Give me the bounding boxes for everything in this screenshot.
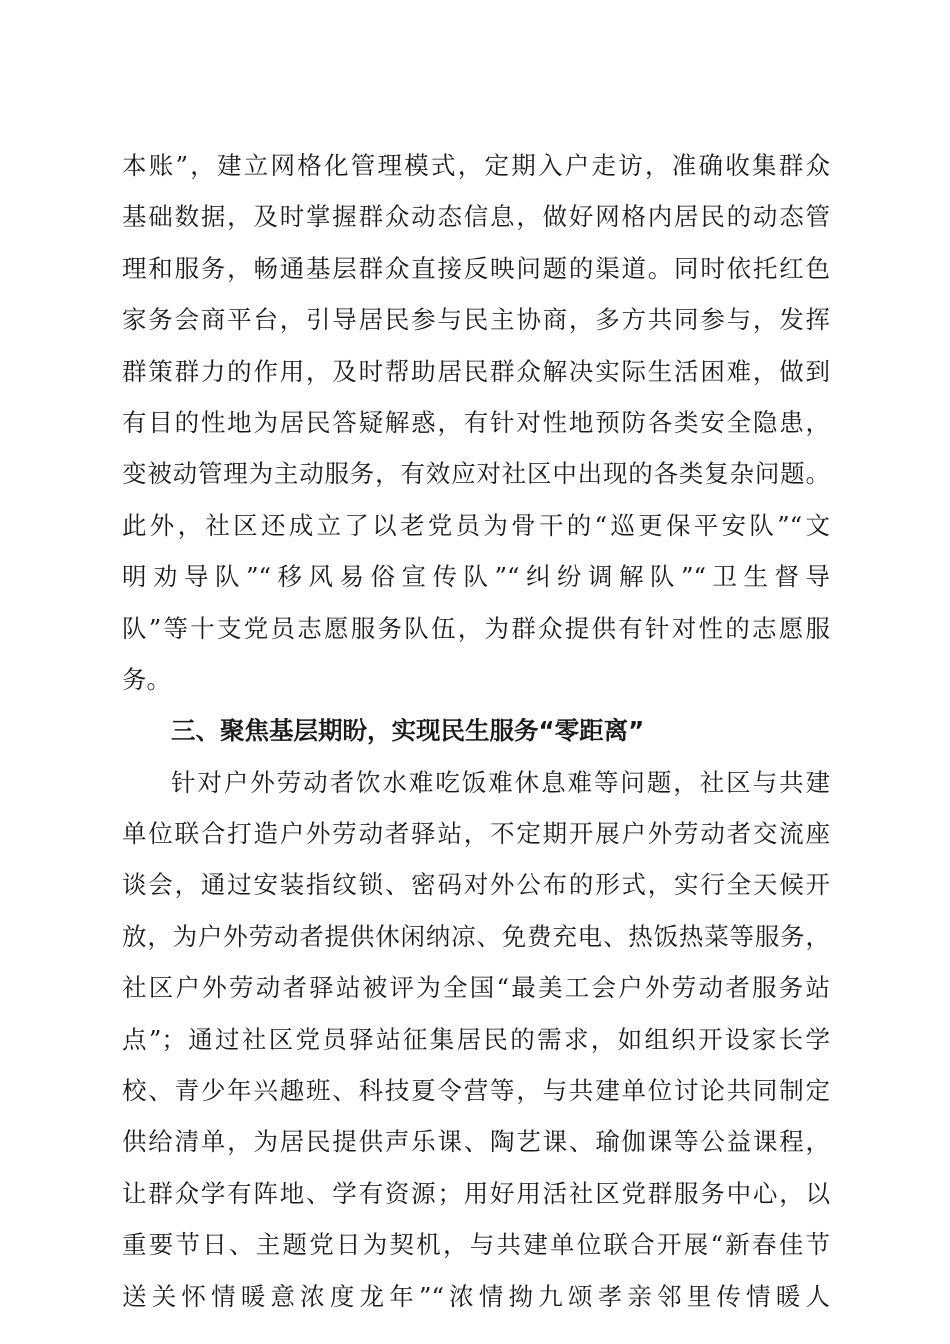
paragraph-2-line-1: 针对户外劳动者饮水难吃饭难休息难等问题，社区与共建 (171, 767, 830, 797)
paragraph-2-line-5: 社区户外劳动者驿站被评为全国“最美工会户外劳动者服务站 (122, 973, 830, 1003)
paragraph-1-line-11: 务。 (122, 664, 171, 694)
paragraph-2-line-2: 单位联合打造户外劳动者驿站，不定期开展户外劳动者交流座 (122, 819, 830, 849)
paragraph-1-line-2: 基础数据，及时掌握群众动态信息，做好网格内居民的动态管 (122, 202, 830, 232)
paragraph-2-line-7: 校、青少年兴趣班、科技夏令营等，与共建单位讨论共同制定 (122, 1076, 830, 1106)
paragraph-2-line-8: 供给清单，为居民提供声乐课、陶艺课、瑜伽课等公益课程， (122, 1127, 830, 1157)
paragraph-1-line-1: 本账”，建立网格化管理模式，定期入户走访，准确收集群众 (122, 151, 830, 180)
paragraph-2-line-11: 送关怀情暖意浓度龙年”“浓情拗九颂孝亲邻里传情暖人 (122, 1281, 830, 1311)
paragraph-1-line-7: 变被动管理为主动服务，有效应对社区中出现的各类复杂问题。 (122, 459, 830, 489)
paragraph-1-line-5: 群策群力的作用，及时帮助居民群众解决实际生活困难，做到 (122, 356, 830, 386)
paragraph-1-line-3: 理和服务，畅通基层群众直接反映问题的渠道。同时依托红色 (122, 253, 830, 283)
paragraph-2-line-10: 重要节日、主题党日为契机，与共建单位联合开展“新春佳节 (122, 1230, 830, 1260)
paragraph-1-line-9: 明劝导队”“移风易俗宣传队”“纠纷调解队”“卫生督导 (122, 562, 830, 592)
document-body (122, 140, 830, 1322)
paragraph-1-line-6: 有目的性地为居民答疑解惑，有针对性地预防各类安全隐患， (122, 407, 830, 437)
paragraph-2-line-4: 放，为户外劳动者提供休闲纳凉、免费充电、热饭热菜等服务， (122, 921, 830, 951)
paragraph-1-line-8: 此外，社区还成立了以老党员为骨干的“巡更保平安队”“文 (122, 510, 830, 540)
paragraph-1-line-10: 队”等十支党员志愿服务队伍，为群众提供有针对性的志愿服 (122, 613, 830, 643)
paragraph-2-line-3: 谈会，通过安装指纹锁、密码对外公布的形式，实行全天候开 (122, 870, 830, 900)
section-heading: 三、聚焦基层期盼，实现民生服务“零距离” (171, 716, 645, 746)
paragraph-2-line-6: 点”；通过社区党员驿站征集居民的需求，如组织开设家长学 (122, 1024, 830, 1054)
paragraph-1-line-4: 家务会商平台，引导居民参与民主协商，多方共同参与，发挥 (122, 305, 830, 335)
paragraph-2-line-9: 让群众学有阵地、学有资源；用好用活社区党群服务中心，以 (122, 1178, 830, 1208)
